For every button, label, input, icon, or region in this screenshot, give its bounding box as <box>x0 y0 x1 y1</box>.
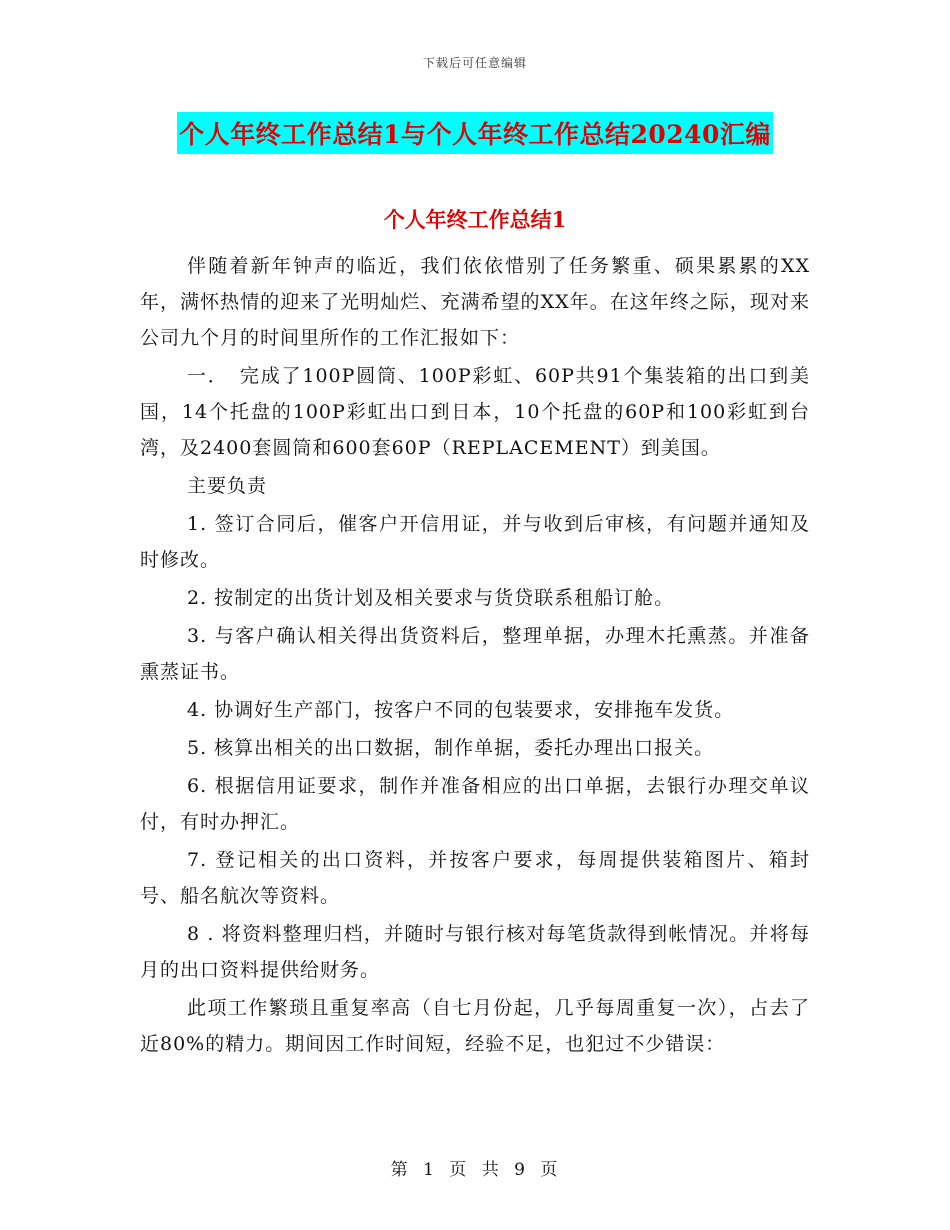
duty-item-5: 5. 核算出相关的出口数据，制作单据，委托办理出口报关。 <box>187 737 715 759</box>
duty-item-7: 7. 登记相关的出口资料，并按客户要求，每周提供装箱图片、箱封号、船名航次等资料。 <box>140 849 810 907</box>
document-title-text: 个人年终工作总结1与个人年终工作总结20240汇编 <box>177 112 773 154</box>
paragraph-main-duties: 主要负责 <box>187 475 268 497</box>
duty-item-8: 8 . 将资料整理归档，并随时与银行核对每笔货款得到帐情况。并将每月的出口资料提供给财务。 <box>140 923 810 981</box>
duty-item-4: 4. 协调好生产部门，按客户不同的包装要求，安排拖车发货。 <box>187 699 735 721</box>
duty-item-3: 3. 与客户确认相关得出货资料后，整理单据，办理木托熏蒸。并准备熏蒸证书。 <box>140 625 810 683</box>
document-body <box>140 248 810 1064</box>
page-header: 下载后可任意编辑 <box>422 56 527 70</box>
duty-item-2: 2. 按制定的出货计划及相关要求与货贷联系租船订舱。 <box>187 587 675 609</box>
duty-item-1: 1. 签订合同后，催客户开信用证，并与收到后审核，有问题并通知及时修改。 <box>140 513 810 571</box>
paragraph-item-1: 一． 完成了100P圆筒、100P彩虹、60P共91个集装箱的出口到美国，14个托盘的100P彩虹出口到日本，10个托盘的60P和100彩虹到台湾，及2400套圆筒和600套60P（REPLACEMENT）到美国。 <box>140 365 810 459</box>
paragraph-intro: 伴随着新年钟声的临近，我们依依惜别了任务繁重、硕果累累的XX年，满怀热情的迎来了光明灿烂、充满希望的XX年。在这年终之际，现对来公司九个月的时间里所作的工作汇报如下： <box>140 255 810 349</box>
duty-item-6: 6. 根据信用证要求，制作并准备相应的出口单据，去银行办理交单议付，有时办押汇。 <box>140 775 810 833</box>
section-title: 个人年终工作总结1 <box>383 207 567 232</box>
page-footer: 第 1 页 共 9 页 <box>390 1160 560 1180</box>
document-title <box>0 112 950 154</box>
paragraph-summary: 此项工作繁琐且重复率高（自七月份起，几乎每周重复一次），占去了近80%的精力。期间因工作时间短，经验不足，也犯过不少错误： <box>140 997 810 1055</box>
